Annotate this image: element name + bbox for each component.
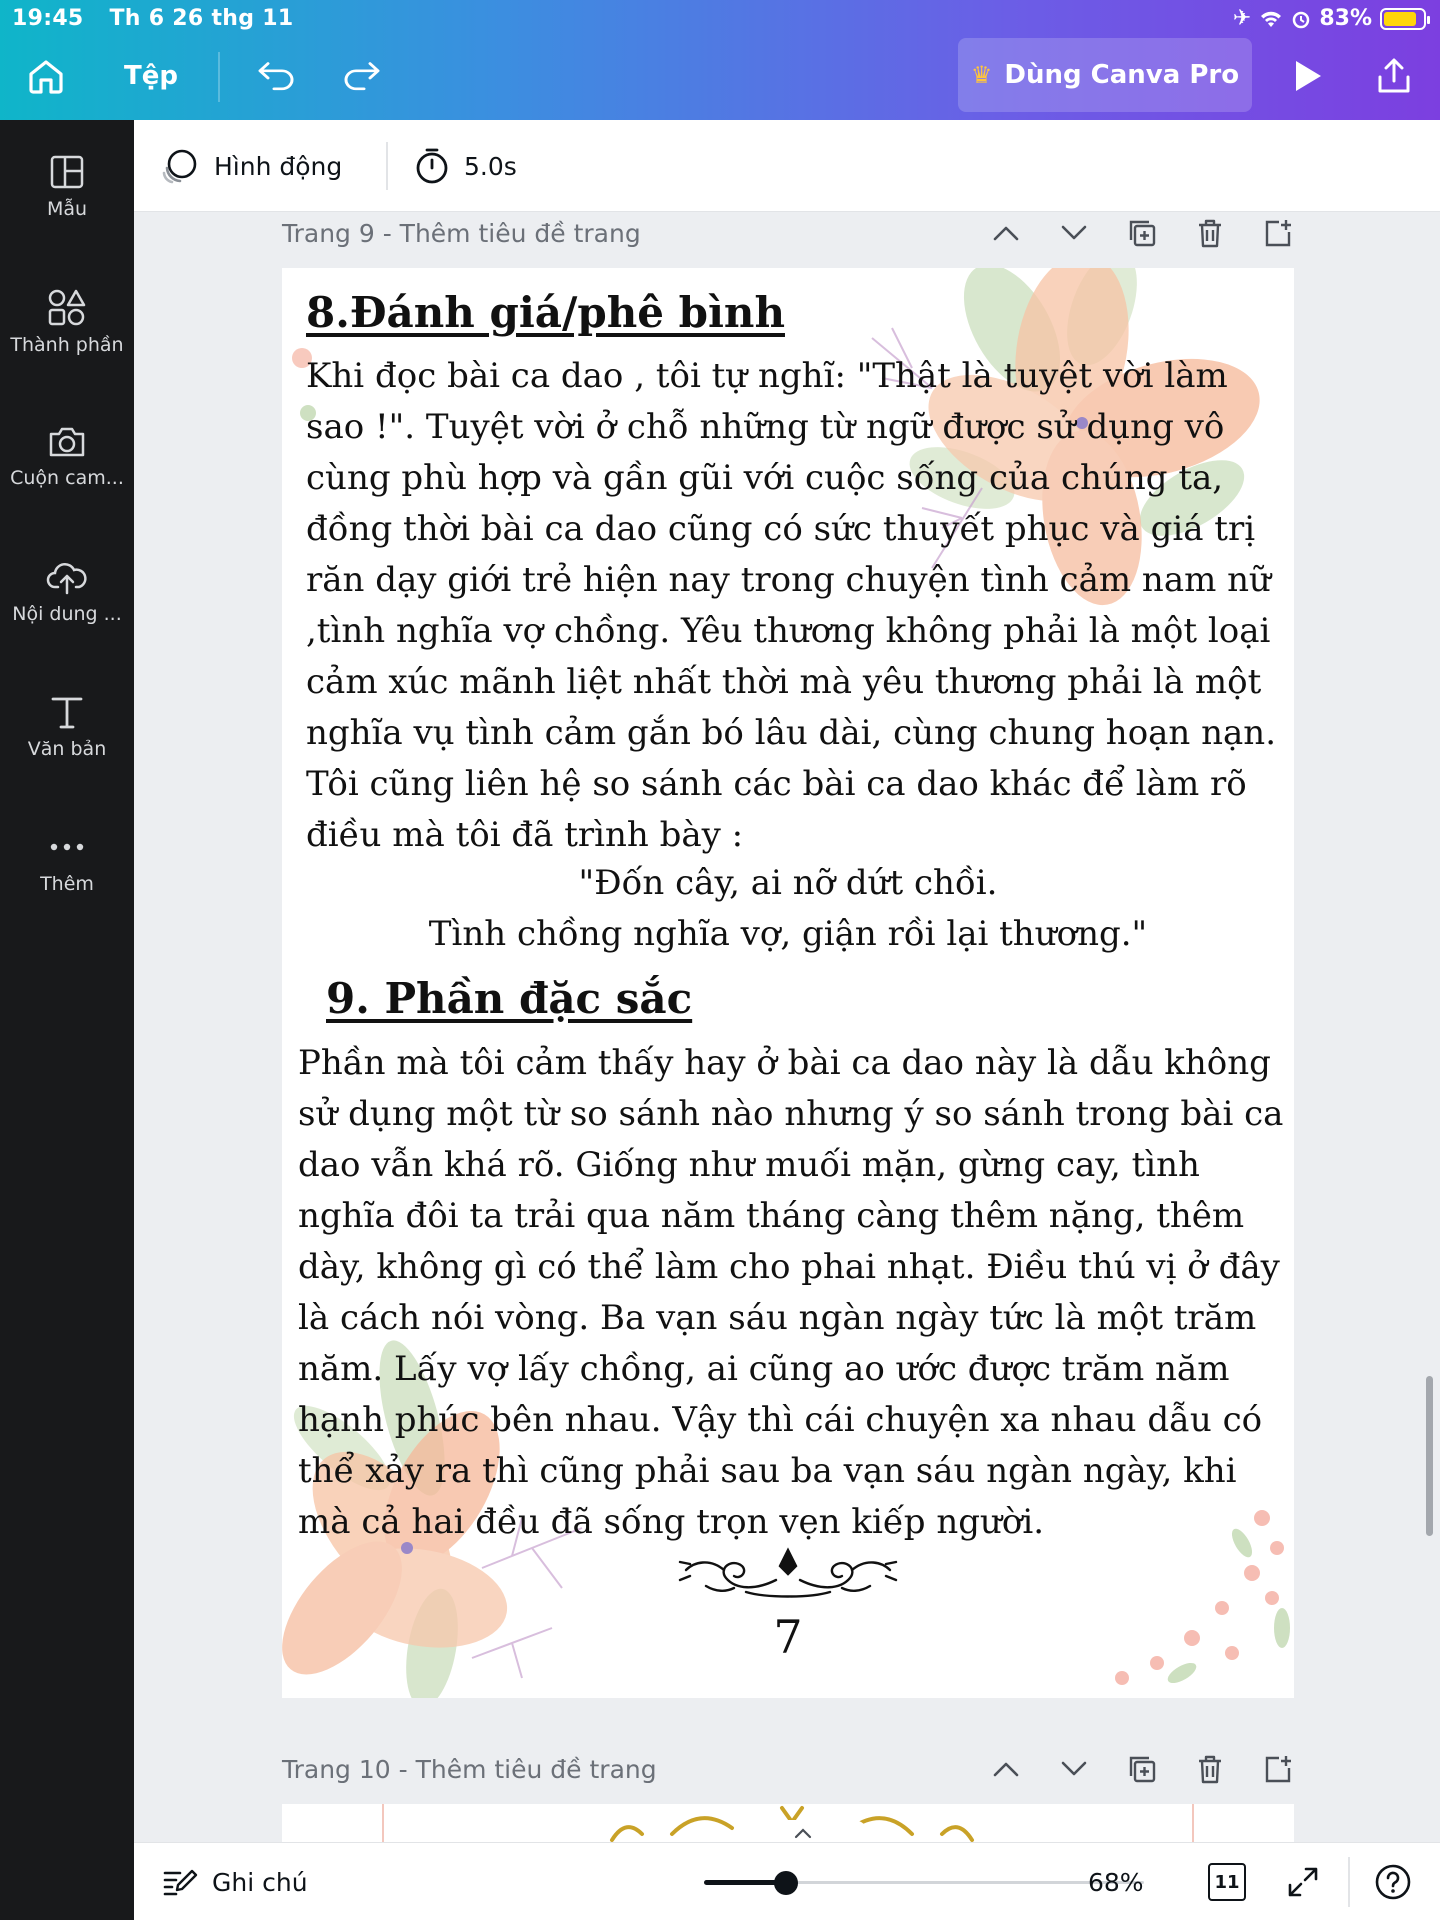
sidebar-item-uploads[interactable] [0,537,134,647]
toolbar-divider [386,142,388,190]
animation-icon [160,146,200,186]
chevron-down-icon [1061,225,1087,241]
left-sidebar [0,120,134,1920]
sidebar-item-templates[interactable] [0,132,134,242]
timer-icon [414,147,450,185]
delete-page-button[interactable] [1194,217,1226,249]
status-bar-right [1233,6,1426,31]
ornament-divider [676,1540,900,1600]
canva-pro-button[interactable] [958,38,1252,112]
paragraph[interactable]: Khi đọc bài ca dao , tôi tự nghĩ: "Thật là tuyệt vời làm sao !". Tuyệt vời ở chỗ những từ ngữ được sử dụng vô cùng phù hợp và gần gũi với cuộc sống của chúng ta, đồng thời bài ca dao cũng có sức thuyết phục và giá trị răn dạy giới trẻ hiện nay trong chuyện tình cảm nam nữ ,tình nghĩa vợ chồng. Yêu thương không phải là một loại cảm xúc mãnh liệt nhất thời mà yêu thương phải là một nghĩa vụ tình cảm gắn bó lâu dài, cùng chung hoạn nạn. Tôi cũng liên hệ so sánh các bài ca dao khác để làm rõ điều mà tôi đã trình bày : [306,356,1277,855]
trash-icon [1196,1754,1224,1784]
notes-label: Ghi chú [212,1867,308,1897]
poem-line: Tình chồng nghĩa vợ, giận rồi lại thương." [428,914,1148,954]
section-heading[interactable]: 8.Đánh giá/phê bình [306,288,785,337]
page-down-button[interactable] [1058,217,1090,249]
battery-icon [1380,8,1426,30]
page-header [282,1744,1294,1794]
battery-fill [1384,12,1416,26]
wifi-icon [1259,9,1283,29]
canva-pro-label: Dùng Canva Pro [1004,60,1240,90]
home-icon [27,58,65,94]
page-down-button[interactable] [1058,1753,1090,1785]
decorative-line [382,1804,384,1844]
top-toolbar [0,0,1440,120]
camera-icon [47,425,87,459]
toolbar-divider [1348,1857,1350,1907]
help-button[interactable] [1374,1857,1412,1907]
section-heading[interactable]: 9. Phần đặc sắc [326,974,693,1023]
duration-label: 5.0s [464,151,517,181]
page-count-badge: 11 [1208,1863,1246,1901]
duplicate-icon [1127,218,1157,248]
add-page-icon [1263,218,1293,248]
airplane-icon: ✈ [1232,6,1252,31]
page-tools [990,208,1294,258]
more-icon [47,829,87,865]
play-icon [1293,59,1323,93]
status-time: 19:45 [12,6,84,31]
trash-icon [1196,218,1224,248]
chevron-up-icon [993,225,1019,241]
share-icon [1375,57,1413,95]
redo-icon [342,60,382,92]
poem-quote[interactable] [282,858,1294,960]
elements-icon [47,288,87,326]
present-button[interactable] [1288,52,1328,100]
sidebar-item-camera-roll[interactable] [0,402,134,512]
zoom-slider[interactable] [704,1881,1144,1884]
add-page-button[interactable] [1262,1753,1294,1785]
paragraph[interactable]: Phần mà tôi cảm thấy hay ở bài ca dao này là dẫu không sử dụng một từ so sánh nào nhưng ý so sánh trong bài ca dao vẫn khá rõ. Giống như muối mặn, gừng cay, tình nghĩa đôi ta trải qua năm tháng càng thêm nặng, thêm dày, không gì có thể làm cho phai nhạt. Điều thú vị ở đây là cách nói vòng. Ba vạn sáu ngàn ngày tức là một trăm năm. Lấy vợ lấy chồng, ai cũng ao ước được trăm năm hạnh phúc bên nhau. Vậy thì cái chuyện xa nhau dẫu có thể xảy ra thì cũng phải sau ba vạn sáu ngàn ngày, khi mà cả hai đều đã sống trọn vẹn kiếp người. [298,1043,1284,1542]
duplicate-page-button[interactable] [1126,217,1158,249]
add-page-button[interactable] [1262,217,1294,249]
chevron-up-icon [794,1828,812,1839]
duplicate-page-button[interactable] [1126,1753,1158,1785]
alarm-icon [1291,9,1311,29]
context-toolbar [134,120,1440,212]
decorative-line [1192,1804,1194,1844]
template-icon [49,154,85,190]
notes-icon [162,1865,198,1899]
expand-icon [1286,1865,1320,1899]
chevron-down-icon [1061,1761,1087,1777]
page-tools [990,1744,1294,1794]
sidebar-item-elements[interactable] [0,267,134,377]
redo-button[interactable] [340,52,384,100]
share-button[interactable] [1372,52,1416,100]
delete-page-button[interactable] [1194,1753,1226,1785]
crown-icon: ♛ [970,61,993,89]
duration-button[interactable] [414,142,517,190]
vertical-scrollbar[interactable] [1426,1376,1433,1536]
page-title[interactable]: Trang 9 - Thêm tiêu đề trang [282,218,641,248]
text-icon [50,694,84,730]
notes-button[interactable] [162,1857,308,1907]
canvas-page[interactable] [282,268,1294,1698]
sidebar-item-text[interactable] [0,672,134,782]
bottom-toolbar [134,1842,1440,1920]
animation-button[interactable] [160,142,342,190]
animation-label: Hình động [214,151,343,181]
status-date: Th 6 26 thg 11 [109,6,294,31]
sidebar-item-label: Cuộn cam... [10,467,124,489]
home-button[interactable] [22,52,70,100]
page-up-button[interactable] [990,217,1022,249]
page-grid-button[interactable] [1208,1857,1246,1907]
sidebar-item-more[interactable] [0,807,134,917]
undo-icon [256,60,296,92]
sidebar-item-label: Thành phần [10,334,124,356]
zoom-percent[interactable]: 68% [1088,1867,1144,1897]
upload-cloud-icon [46,559,88,595]
sidebar-item-label: Văn bản [27,738,107,760]
sidebar-item-label: Thêm [40,873,94,895]
zoom-slider-thumb[interactable] [774,1871,798,1895]
sidebar-item-label: Mẫu [46,198,88,220]
duplicate-icon [1127,1754,1157,1784]
document-content [282,268,1294,1698]
page-up-button[interactable] [990,1753,1022,1785]
page-title[interactable]: Trang 10 - Thêm tiêu đề trang [282,1754,657,1784]
chevron-up-icon [993,1761,1019,1777]
help-icon [1374,1863,1412,1901]
undo-button[interactable] [254,52,298,100]
battery-percent: 83% [1319,6,1372,31]
page-number[interactable]: 7 [773,1610,803,1664]
file-menu-button[interactable]: Tệp [124,61,178,91]
add-page-icon [1263,1754,1293,1784]
page-header [282,208,1294,258]
fullscreen-button[interactable] [1286,1857,1320,1907]
poem-line: "Đốn cây, ai nỡ dứt chồi. [578,863,998,903]
status-bar-left [12,6,311,31]
sidebar-item-label: Nội dung ... [12,603,122,625]
toolbar-divider [218,52,220,102]
